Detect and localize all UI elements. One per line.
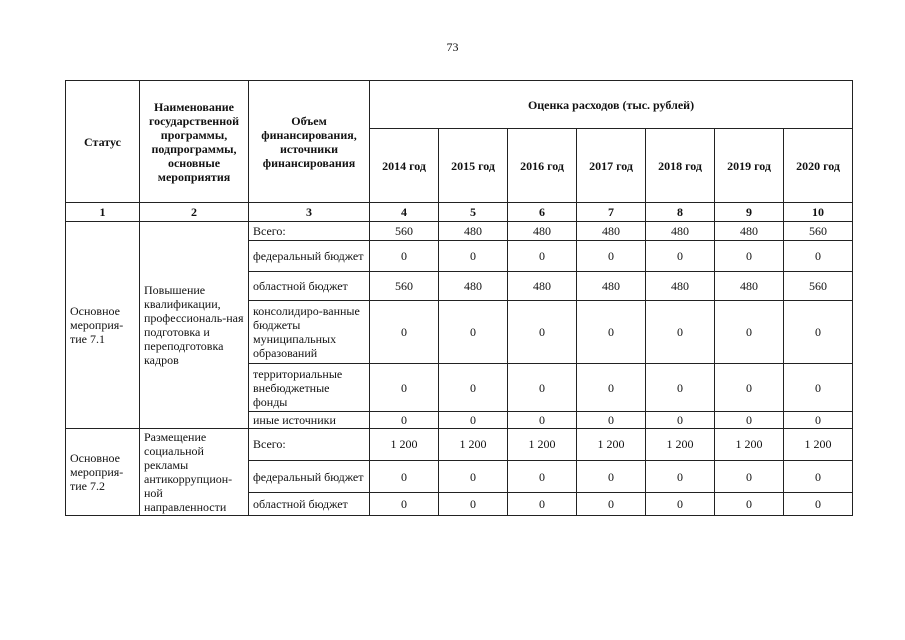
expense-value: 480 — [715, 222, 784, 241]
expense-value: 0 — [508, 493, 577, 516]
expense-value: 480 — [577, 272, 646, 301]
expense-value: 0 — [577, 460, 646, 493]
expense-value: 0 — [646, 364, 715, 412]
expense-value: 0 — [370, 241, 439, 272]
expense-value: 0 — [577, 301, 646, 364]
expense-value: 0 — [715, 241, 784, 272]
header-year: 2014 год — [370, 129, 439, 203]
expense-value: 0 — [370, 301, 439, 364]
expense-value: 480 — [508, 222, 577, 241]
expense-value: 0 — [715, 493, 784, 516]
header-year: 2019 год — [715, 129, 784, 203]
table-row — [66, 429, 853, 461]
expense-value: 1 200 — [508, 429, 577, 461]
expense-value: 1 200 — [784, 429, 853, 461]
expense-value: 0 — [646, 460, 715, 493]
funding-source: консолидиро-ванные бюджеты муниципальных образований — [249, 301, 370, 364]
expense-value: 0 — [715, 364, 784, 412]
expense-value: 0 — [577, 241, 646, 272]
header-row — [66, 81, 853, 129]
header-year: 2016 год — [508, 129, 577, 203]
expense-value: 0 — [715, 460, 784, 493]
measure-name: Размещение социальной рекламы антикоррупцион-ной направленности — [140, 429, 249, 516]
expense-value: 480 — [646, 272, 715, 301]
expense-value: 560 — [370, 222, 439, 241]
expense-value: 0 — [784, 241, 853, 272]
measure-name: Повышение квалификации, профессиональ-ная подготовка и переподготовка кадров — [140, 222, 249, 429]
expense-value: 0 — [439, 493, 508, 516]
expense-value: 0 — [577, 493, 646, 516]
expense-value: 0 — [715, 412, 784, 429]
header-status: Статус — [66, 81, 140, 203]
expense-value: 0 — [577, 412, 646, 429]
column-number: 5 — [439, 203, 508, 222]
expense-value: 560 — [784, 222, 853, 241]
column-number: 7 — [577, 203, 646, 222]
expense-value: 0 — [784, 412, 853, 429]
column-number: 4 — [370, 203, 439, 222]
column-number: 1 — [66, 203, 140, 222]
expense-value: 1 200 — [577, 429, 646, 461]
expense-value: 0 — [439, 364, 508, 412]
measure-status: Основное мероприя-тие 7.2 — [66, 429, 140, 516]
expense-value: 1 200 — [646, 429, 715, 461]
expense-value: 0 — [646, 493, 715, 516]
expense-value: 0 — [784, 493, 853, 516]
expense-value: 0 — [646, 301, 715, 364]
expense-value: 0 — [784, 364, 853, 412]
funding-source: областной бюджет — [249, 272, 370, 301]
page-number: 73 — [446, 40, 459, 54]
expense-value: 0 — [370, 364, 439, 412]
expense-value: 0 — [439, 412, 508, 429]
expense-value: 0 — [784, 460, 853, 493]
column-number-row — [66, 203, 853, 222]
header-year: 2018 год — [646, 129, 715, 203]
header-year: 2015 год — [439, 129, 508, 203]
expense-value: 1 200 — [370, 429, 439, 461]
expense-value: 0 — [508, 301, 577, 364]
column-number: 10 — [784, 203, 853, 222]
funding-source: федеральный бюджет — [249, 460, 370, 493]
expense-value: 480 — [439, 222, 508, 241]
expense-value: 0 — [508, 241, 577, 272]
expense-value: 480 — [646, 222, 715, 241]
column-number: 3 — [249, 203, 370, 222]
column-number: 2 — [140, 203, 249, 222]
expense-value: 0 — [370, 412, 439, 429]
funding-source: федеральный бюджет — [249, 241, 370, 272]
expense-value: 0 — [646, 412, 715, 429]
expense-value: 0 — [577, 364, 646, 412]
budget-table — [65, 80, 853, 516]
funding-source: иные источники — [249, 412, 370, 429]
expense-value: 0 — [715, 301, 784, 364]
funding-source: территориальные внебюджетные фонды — [249, 364, 370, 412]
header-expense-estimate: Оценка расходов (тыс. рублей) — [370, 81, 853, 129]
column-number: 8 — [646, 203, 715, 222]
funding-source: областной бюджет — [249, 493, 370, 516]
expense-value: 480 — [577, 222, 646, 241]
expense-value: 0 — [439, 301, 508, 364]
expense-value: 0 — [370, 493, 439, 516]
expense-value: 560 — [784, 272, 853, 301]
column-number: 9 — [715, 203, 784, 222]
header-year: 2020 год — [784, 129, 853, 203]
expense-value: 0 — [508, 460, 577, 493]
expense-value: 0 — [784, 301, 853, 364]
header-year: 2017 год — [577, 129, 646, 203]
column-number: 6 — [508, 203, 577, 222]
expense-value: 0 — [439, 241, 508, 272]
expense-value: 0 — [646, 241, 715, 272]
expense-value: 1 200 — [715, 429, 784, 461]
expense-value: 0 — [508, 364, 577, 412]
expense-value: 560 — [370, 272, 439, 301]
expense-value: 480 — [715, 272, 784, 301]
funding-source: Всего: — [249, 429, 370, 461]
expense-value: 1 200 — [439, 429, 508, 461]
expense-value: 480 — [439, 272, 508, 301]
header-program-name: Наименование государственной программы, подпрограммы, основные мероприятия — [140, 81, 249, 203]
expense-value: 0 — [508, 412, 577, 429]
expense-value: 0 — [370, 460, 439, 493]
expense-value: 480 — [508, 272, 577, 301]
header-financing-volume: Объем финансирования, источники финансирования — [249, 81, 370, 203]
expense-value: 0 — [439, 460, 508, 493]
measure-status: Основное мероприя-тие 7.1 — [66, 222, 140, 429]
funding-source: Всего: — [249, 222, 370, 241]
table-row — [66, 222, 853, 241]
